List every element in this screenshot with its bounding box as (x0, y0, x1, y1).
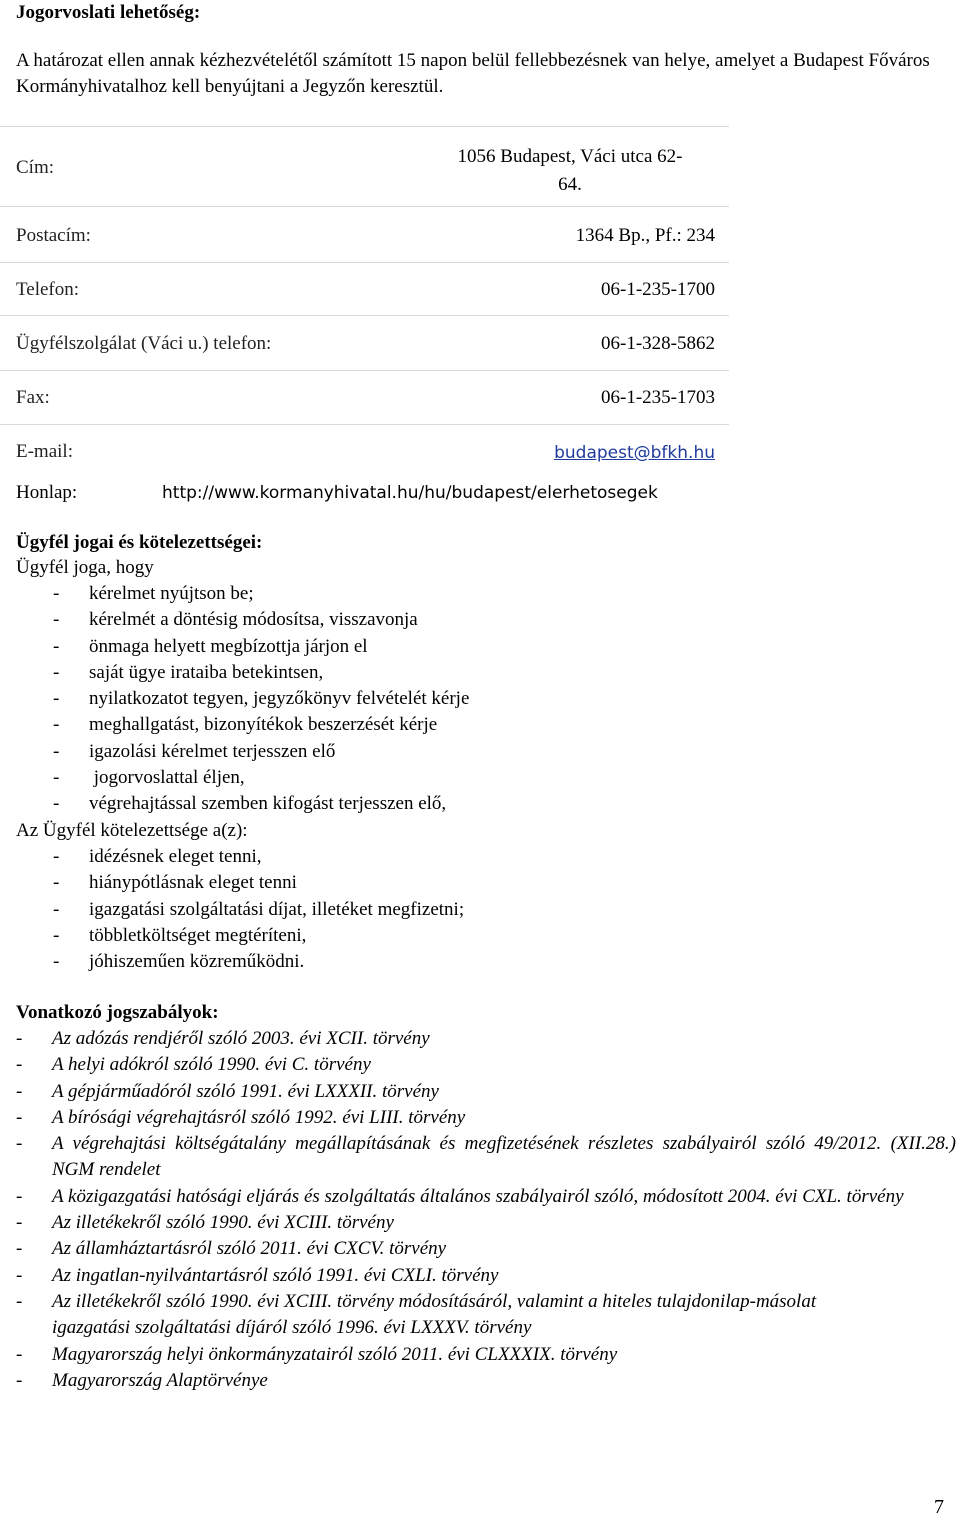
contact-value: 06-1-328-5862 (601, 333, 715, 354)
contact-label: Fax: (16, 387, 50, 408)
list-dash: - (53, 767, 60, 789)
list-dash: - (53, 951, 60, 973)
contact-value: 06-1-235-1703 (601, 387, 715, 408)
list-item: - hiánypótlásnak eleget tenni (89, 870, 949, 896)
list-item: - Magyarország helyi önkormányzatairól szóló 2011. évi CLXXXIX. törvény (16, 1342, 956, 1368)
list-item: - A helyi adókról szóló 1990. évi C. törvény (16, 1052, 956, 1078)
honlap-link[interactable]: http://www.kormanyhivatal.hu/hu/budapest/elerhetosegek (162, 483, 658, 503)
list-item: - A végrehajtási költségátalány megállapításának és megfizetésének részletes szabályairól szóló 49/2012. (XII.28.) NGM rendelet (16, 1133, 956, 1181)
contact-row-phone (0, 262, 729, 315)
duties-intro: Az Ügyfél kötelezettsége a(z): (16, 820, 248, 841)
contact-row-email (0, 424, 729, 468)
list-item: - nyilatkozatot tegyen, jegyzőkönyv felvételét kérje (89, 686, 949, 712)
list-dash: - (16, 1343, 23, 1365)
list-item: - Az adózás rendjéről szóló 2003. évi XCII. törvény (16, 1026, 956, 1052)
list-dash: - (53, 714, 60, 736)
list-dash: - (53, 924, 60, 946)
list-item: - Az államháztartásról szóló 2011. évi CXCV. törvény (16, 1236, 956, 1262)
list-dash: - (16, 1238, 23, 1260)
honlap-label: Honlap: (16, 482, 78, 503)
contact-row-service-phone (0, 315, 729, 370)
duties-list (53, 844, 949, 975)
list-dash: - (53, 609, 60, 631)
contact-value: 1056 Budapest, Váci utca 62- 64. (457, 146, 683, 195)
list-dash: - (16, 1290, 23, 1312)
list-dash: - (53, 688, 60, 710)
list-dash: - (16, 1212, 23, 1234)
laws-list (16, 1026, 956, 1394)
list-dash: - (53, 583, 60, 604)
rights-list (53, 581, 949, 818)
list-dash: - (16, 1369, 23, 1391)
rights-intro: Ügyfél joga, hogy (16, 557, 154, 578)
list-dash: - (53, 846, 60, 867)
list-dash: - (16, 1133, 23, 1155)
remedy-text: A határozat ellen annak kézhezvételétől számított 15 napon belül fellebbezésnek van helye, amelyet a Budapest Főváros Kormányhivatalhoz kell benyújtani a Jegyzőn keresztül. (16, 50, 930, 97)
list-item: - igazgatási szolgáltatási díjat, illetéket megfizetni; (89, 897, 949, 923)
list-dash: - (16, 1054, 23, 1076)
list-dash: - (16, 1106, 23, 1128)
client-heading: Ügyfél jogai és kötelezettségei: (16, 532, 263, 553)
list-dash: - (53, 740, 60, 762)
list-dash: - (16, 1080, 23, 1102)
list-item: - A gépjárműadóról szóló 1991. évi LXXXII. törvény (16, 1079, 956, 1105)
list-dash: - (53, 635, 60, 657)
list-dash: - (16, 1185, 23, 1207)
list-item: - kérelmét a döntésig módosítsa, visszavonja (89, 607, 949, 633)
list-item: - Magyarország Alaptörvénye (16, 1368, 956, 1394)
list-item: - kérelmet nyújtson be; (89, 581, 949, 607)
list-dash: - (16, 1264, 23, 1286)
email-link[interactable]: budapest@bfkh.hu (554, 443, 715, 463)
list-item: - jogorvoslattal éljen, (89, 765, 949, 791)
list-item: - idézésnek eleget tenni, (89, 844, 949, 870)
remedy-heading: Jogorvoslati lehetőség: (16, 2, 201, 23)
contact-label: Postacím: (16, 225, 91, 246)
list-dash: - (53, 793, 60, 815)
contact-row-postal (0, 206, 729, 262)
list-item: - Az illetékekről szóló 1990. évi XCIII. törvény módosításáról, valamint a hiteles tulajdonilap-másolat igazgatási szolgáltatási díjáról szóló 1996. évi LXXXV. törvény (16, 1290, 817, 1339)
list-dash: - (53, 661, 60, 683)
contact-value: 06-1-235-1700 (601, 279, 715, 300)
list-item: - A közigazgatási hatósági eljárás és szolgáltatás általános szabályairól szóló, módosított 2004. évi CXL. törvény (16, 1184, 956, 1210)
list-dash: - (53, 872, 60, 894)
contact-label: Ügyfélszolgálat (Váci u.) telefon: (16, 333, 272, 354)
list-item: - Az illetékekről szóló 1990. évi XCIII. törvény (16, 1210, 956, 1236)
contact-label: Telefon: (16, 279, 80, 300)
list-item: - jóhiszeműen közreműködni. (89, 949, 949, 975)
list-item: - többletköltséget megtéríteni, (89, 923, 949, 949)
page-number: 7 (934, 1496, 944, 1518)
list-item: - önmaga helyett megbízottja járjon el (89, 634, 949, 660)
list-item: - végrehajtással szemben kifogást terjesszen elő, (89, 791, 949, 817)
contact-value: 1364 Bp., Pf.: 234 (575, 225, 715, 246)
contact-row-fax (0, 370, 729, 424)
list-item: - A bírósági végrehajtásról szóló 1992. évi LIII. törvény (16, 1105, 956, 1131)
list-item: - Az ingatlan-nyilvántartásról szóló 1991. évi CXLI. törvény (16, 1263, 956, 1289)
list-item: - meghallgatást, bizonyítékok beszerzését kérje (89, 712, 949, 738)
contact-label: E-mail: (16, 441, 73, 462)
list-item: - saját ügye irataiba betekintsen, (89, 660, 949, 686)
list-dash: - (53, 898, 60, 920)
list-item: - igazolási kérelmet terjesszen elő (89, 739, 949, 765)
list-dash: - (16, 1028, 23, 1049)
laws-heading: Vonatkozó jogszabályok: (16, 1002, 219, 1023)
contact-row-address (0, 126, 729, 206)
contact-table (0, 126, 729, 468)
contact-label: Cím: (16, 157, 55, 178)
